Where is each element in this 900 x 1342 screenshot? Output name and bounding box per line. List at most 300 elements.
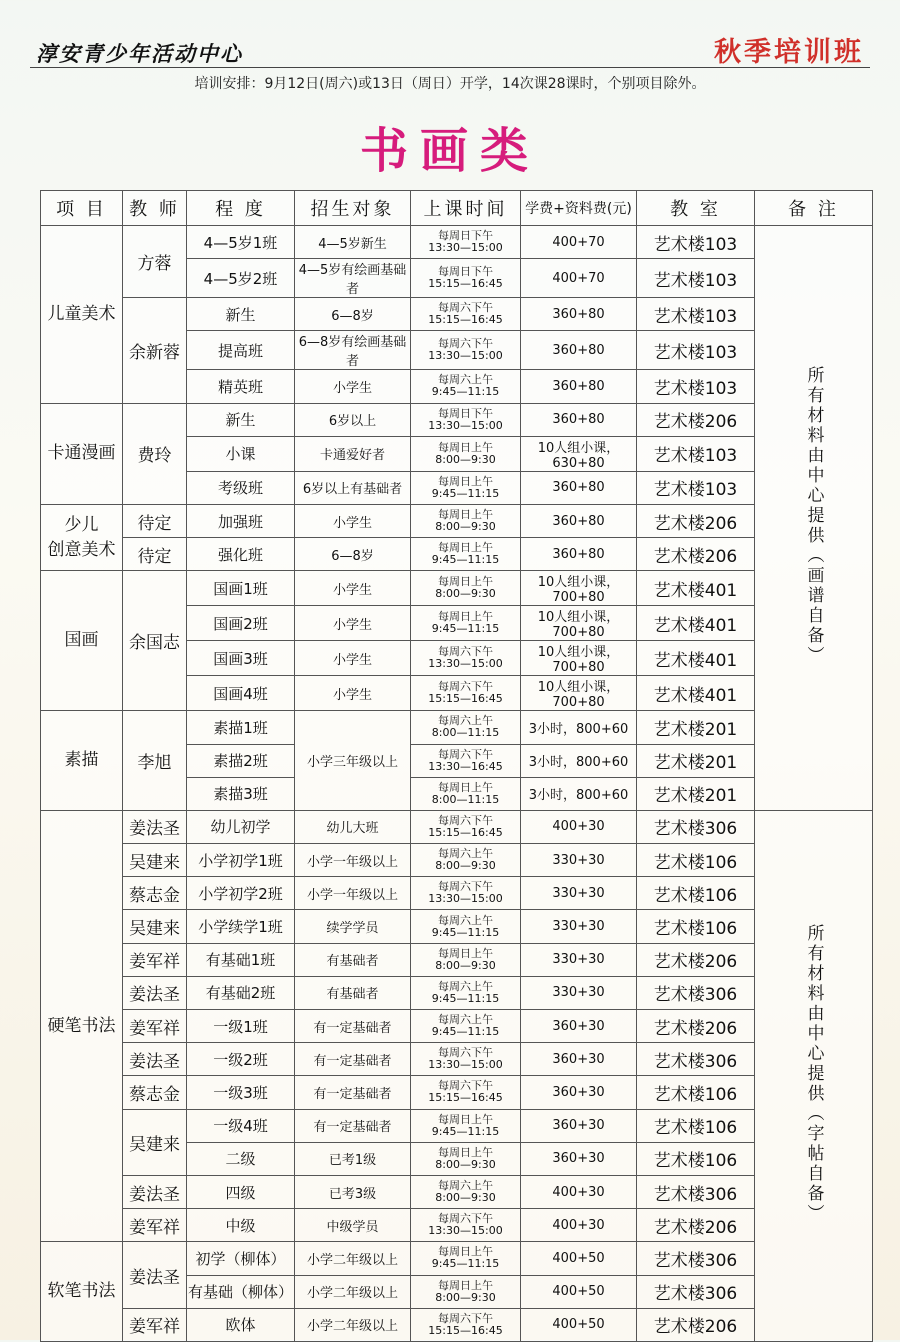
time-line: 13:30—16:45 (428, 759, 503, 773)
level-cell: 二级 (187, 1142, 295, 1175)
time-cell (411, 711, 521, 744)
level-cell: 国画4班 (187, 676, 295, 711)
room-cell: 艺术楼201 (637, 777, 755, 810)
level-cell: 中级 (187, 1209, 295, 1242)
level-cell: 有基础（柳体） (187, 1275, 295, 1308)
time-line: 每周六下午 (438, 1311, 493, 1325)
fee-cell: 360+80 (521, 403, 637, 436)
level-cell: 提高班 (187, 331, 295, 370)
time-cell (411, 1043, 521, 1076)
time-cell (411, 538, 521, 571)
time-line: 9:45—11:15 (431, 385, 500, 399)
room-cell: 艺术楼306 (637, 1242, 755, 1275)
fee-cell: 400+70 (521, 259, 637, 298)
time-line: 8:00—9:30 (435, 1191, 496, 1205)
time-line: 每周日上午 (438, 474, 493, 488)
level-cell: 素描1班 (187, 711, 295, 744)
fee-cell: 330+30 (521, 844, 637, 877)
level-cell: 考级班 (187, 471, 295, 504)
remark-cell (755, 810, 873, 1341)
time-line: 13:30—15:00 (428, 1224, 503, 1238)
time-line: 15:15—16:45 (428, 692, 503, 706)
time-cell (411, 1242, 521, 1275)
time-line: 每周日下午 (438, 229, 493, 243)
time-line: 13:30—15:00 (428, 349, 503, 363)
fee-cell: 400+30 (521, 1209, 637, 1242)
teacher-cell: 方蓉 (123, 226, 187, 298)
time-cell (411, 1076, 521, 1109)
time-line: 每周日上午 (438, 780, 493, 794)
time-cell (411, 471, 521, 504)
teacher-cell: 姜军祥 (123, 1209, 187, 1242)
time-cell (411, 259, 521, 298)
column-header: 教 师 (123, 191, 187, 226)
room-cell: 艺术楼306 (637, 976, 755, 1009)
time-cell (411, 571, 521, 606)
fee-cell: 400+30 (521, 810, 637, 843)
teacher-cell: 李旭 (123, 711, 187, 811)
level-cell: 一级2班 (187, 1043, 295, 1076)
time-cell (411, 976, 521, 1009)
time-line: 9:45—11:15 (431, 553, 500, 567)
target-cell: 已考1级 (295, 1142, 411, 1175)
target-cell: 小学二年级以上 (295, 1242, 411, 1275)
target-cell: 6—8岁 (295, 538, 411, 571)
fee-cell: 360+80 (521, 504, 637, 537)
room-cell: 艺术楼103 (637, 370, 755, 403)
time-line: 13:30—15:00 (428, 418, 503, 432)
table-row (41, 1242, 873, 1275)
time-line: 每周日上午 (438, 1145, 493, 1159)
fee-cell: 330+30 (521, 943, 637, 976)
level-cell: 四级 (187, 1175, 295, 1208)
time-line: 每周六上午 (438, 979, 493, 993)
room-cell: 艺术楼103 (637, 226, 755, 259)
time-line: 8:00—11:15 (431, 726, 500, 740)
time-line: 每周六下午 (438, 1046, 493, 1060)
table-row (41, 298, 873, 331)
category-cell: 卡通漫画 (41, 403, 123, 504)
category-cell: 国画 (41, 571, 123, 711)
time-cell (411, 370, 521, 403)
fee-cell: 400+50 (521, 1308, 637, 1341)
time-line: 8:00—9:30 (435, 452, 496, 466)
teacher-cell: 余新蓉 (123, 298, 187, 403)
time-line: 15:15—16:45 (428, 277, 503, 291)
time-line: 每周日上午 (438, 541, 493, 555)
table-row (41, 711, 873, 744)
time-line: 每周日上午 (438, 1112, 493, 1126)
time-cell (411, 403, 521, 436)
teacher-cell: 姜法圣 (123, 1242, 187, 1308)
category-cell (41, 504, 123, 570)
table-row (41, 877, 873, 910)
time-cell (411, 910, 521, 943)
time-line: 每周六上午 (438, 1013, 493, 1027)
room-cell: 艺术楼306 (637, 1275, 755, 1308)
target-cell: 小学生 (295, 606, 411, 641)
room-cell: 艺术楼401 (637, 571, 755, 606)
target-cell: 小学一年级以上 (295, 844, 411, 877)
target-cell: 有一定基础者 (295, 1010, 411, 1043)
time-cell (411, 226, 521, 259)
time-line: 每周日上午 (438, 440, 493, 454)
time-cell (411, 1308, 521, 1341)
fee-cell: 330+30 (521, 976, 637, 1009)
column-header: 程 度 (187, 191, 295, 226)
target-cell: 小学生 (295, 641, 411, 676)
target-cell: 6岁以上 (295, 403, 411, 436)
room-cell: 艺术楼401 (637, 606, 755, 641)
time-line: 每周日上午 (438, 610, 493, 624)
time-cell (411, 436, 521, 471)
time-cell (411, 1109, 521, 1142)
room-cell: 艺术楼306 (637, 810, 755, 843)
column-header: 招生对象 (295, 191, 411, 226)
time-cell (411, 331, 521, 370)
column-header: 项 目 (41, 191, 123, 226)
time-line: 每周六上午 (438, 373, 493, 387)
table-row (41, 504, 873, 537)
fee-cell: 10人组小课，630+80 (521, 436, 637, 471)
level-cell: 小学初学2班 (187, 877, 295, 910)
fee-cell: 3小时，800+60 (521, 744, 637, 777)
table-row (41, 1308, 873, 1341)
time-line: 13:30—15:00 (428, 657, 503, 671)
target-cell: 6—8岁有绘画基础者 (295, 331, 411, 370)
time-cell (411, 298, 521, 331)
fee-cell: 360+80 (521, 538, 637, 571)
room-cell: 艺术楼206 (637, 1010, 755, 1043)
teacher-cell: 余国志 (123, 571, 187, 711)
time-line: 15:15—16:45 (428, 825, 503, 839)
level-cell: 4—5岁1班 (187, 226, 295, 259)
fee-cell: 400+70 (521, 226, 637, 259)
level-cell: 强化班 (187, 538, 295, 571)
category-cell: 软笔书法 (41, 1242, 123, 1342)
target-cell: 卡通爱好者 (295, 436, 411, 471)
room-cell: 艺术楼103 (637, 331, 755, 370)
level-cell: 一级3班 (187, 1076, 295, 1109)
room-cell: 艺术楼206 (637, 504, 755, 537)
column-header: 教 室 (637, 191, 755, 226)
time-line: 8:00—11:15 (431, 792, 500, 806)
target-cell: 小学二年级以上 (295, 1308, 411, 1341)
time-line: 每周日上午 (438, 575, 493, 589)
target-cell: 6—8岁 (295, 298, 411, 331)
time-line: 8:00—9:30 (435, 958, 496, 972)
teacher-cell: 姜法圣 (123, 810, 187, 843)
target-cell: 有基础者 (295, 976, 411, 1009)
time-line: 9:45—11:15 (431, 1025, 500, 1039)
teacher-cell: 姜军祥 (123, 943, 187, 976)
fee-cell: 3小时，800+60 (521, 777, 637, 810)
table-row (41, 1175, 873, 1208)
remark-text: 所有材料由中心提供（画谱自备） (803, 365, 824, 666)
time-cell (411, 1175, 521, 1208)
target-cell: 小学二年级以上 (295, 1275, 411, 1308)
time-cell (411, 676, 521, 711)
time-line: 15:15—16:45 (428, 1323, 503, 1337)
level-cell: 有基础2班 (187, 976, 295, 1009)
time-line: 13:30—15:00 (428, 892, 503, 906)
time-line: 每周日上午 (438, 946, 493, 960)
time-line: 每周六下午 (438, 645, 493, 659)
level-cell: 加强班 (187, 504, 295, 537)
fee-cell: 360+80 (521, 471, 637, 504)
target-cell: 6岁以上有基础者 (295, 471, 411, 504)
target-cell: 中级学员 (295, 1209, 411, 1242)
time-line: 8:00—9:30 (435, 859, 496, 873)
teacher-cell: 待定 (123, 538, 187, 571)
time-cell (411, 877, 521, 910)
room-cell: 艺术楼106 (637, 910, 755, 943)
target-cell: 有一定基础者 (295, 1043, 411, 1076)
time-line: 每周六下午 (438, 301, 493, 315)
room-cell: 艺术楼306 (637, 1043, 755, 1076)
room-cell: 艺术楼206 (637, 943, 755, 976)
fee-cell: 360+80 (521, 298, 637, 331)
time-line: 8:00—9:30 (435, 520, 496, 534)
teacher-cell: 姜军祥 (123, 1010, 187, 1043)
time-line: 每周日上午 (438, 1278, 493, 1292)
teacher-cell: 姜法圣 (123, 1175, 187, 1208)
level-cell: 素描2班 (187, 744, 295, 777)
target-cell: 4—5岁新生 (295, 226, 411, 259)
fee-cell: 400+30 (521, 1175, 637, 1208)
teacher-cell: 吴建来 (123, 910, 187, 943)
teacher-cell: 待定 (123, 504, 187, 537)
fee-cell: 400+50 (521, 1275, 637, 1308)
fee-cell: 330+30 (521, 877, 637, 910)
room-cell: 艺术楼206 (637, 1308, 755, 1341)
room-cell: 艺术楼106 (637, 1109, 755, 1142)
time-line: 每周六上午 (438, 714, 493, 728)
room-cell: 艺术楼401 (637, 641, 755, 676)
room-cell: 艺术楼401 (637, 676, 755, 711)
level-cell: 国画2班 (187, 606, 295, 641)
table-row (41, 976, 873, 1009)
page-title: 书画类 (359, 123, 540, 179)
fee-cell: 330+30 (521, 910, 637, 943)
column-header: 学费+资料费(元) (521, 191, 637, 226)
category-cell: 儿童美术 (41, 226, 123, 404)
fee-cell: 10人组小课，700+80 (521, 676, 637, 711)
time-cell (411, 606, 521, 641)
time-line: 每周六下午 (438, 813, 493, 827)
time-line: 9:45—11:15 (431, 991, 500, 1005)
room-cell: 艺术楼103 (637, 298, 755, 331)
fee-cell: 360+30 (521, 1076, 637, 1109)
time-line: 每周六上午 (438, 1179, 493, 1193)
fee-cell: 3小时，800+60 (521, 711, 637, 744)
room-cell: 艺术楼103 (637, 471, 755, 504)
level-cell: 欧体 (187, 1308, 295, 1341)
time-cell (411, 1209, 521, 1242)
fee-cell: 360+30 (521, 1010, 637, 1043)
target-cell: 有基础者 (295, 943, 411, 976)
remark-text: 所有材料由中心提供（字帖自备） (803, 923, 824, 1224)
season-label: 秋季培训班 (714, 37, 864, 68)
column-header: 上课时间 (411, 191, 521, 226)
category-cell: 硬笔书法 (41, 810, 123, 1241)
room-cell: 艺术楼103 (637, 436, 755, 471)
time-line: 8:00—9:30 (435, 587, 496, 601)
time-line: 13:30—15:00 (428, 1058, 503, 1072)
fee-cell: 10人组小课，700+80 (521, 641, 637, 676)
time-line: 每周日上午 (438, 1245, 493, 1259)
level-cell: 小课 (187, 436, 295, 471)
level-cell: 小学初学1班 (187, 844, 295, 877)
room-cell: 艺术楼103 (637, 259, 755, 298)
fee-cell: 400+50 (521, 1242, 637, 1275)
time-cell (411, 744, 521, 777)
table-row (41, 1043, 873, 1076)
time-cell (411, 1010, 521, 1043)
target-cell: 小学三年级以上 (295, 711, 411, 811)
fee-cell: 10人组小课，700+80 (521, 571, 637, 606)
fee-cell: 360+30 (521, 1043, 637, 1076)
time-line: 每周六下午 (438, 337, 493, 351)
teacher-cell: 蔡志金 (123, 1076, 187, 1109)
room-cell: 艺术楼306 (637, 1175, 755, 1208)
time-line: 9:45—11:15 (431, 925, 500, 939)
target-cell: 4—5岁有绘画基础者 (295, 259, 411, 298)
target-cell: 小学一年级以上 (295, 877, 411, 910)
time-line: 每周六下午 (438, 1079, 493, 1093)
level-cell: 幼儿初学 (187, 810, 295, 843)
teacher-cell: 费玲 (123, 403, 187, 504)
time-cell (411, 810, 521, 843)
teacher-cell: 姜法圣 (123, 976, 187, 1009)
column-header: 备 注 (755, 191, 873, 226)
time-line: 每周六下午 (438, 747, 493, 761)
level-cell: 初学（柳体） (187, 1242, 295, 1275)
table-row (41, 943, 873, 976)
table-row (41, 1076, 873, 1109)
fee-cell: 360+30 (521, 1109, 637, 1142)
table-row (41, 810, 873, 843)
target-cell: 小学生 (295, 571, 411, 606)
table-row (41, 1209, 873, 1242)
fee-cell: 10人组小课，700+80 (521, 606, 637, 641)
target-cell: 有一定基础者 (295, 1076, 411, 1109)
page-header (0, 0, 900, 70)
room-cell: 艺术楼106 (637, 1076, 755, 1109)
target-cell: 小学生 (295, 504, 411, 537)
teacher-cell: 吴建来 (123, 844, 187, 877)
level-cell: 有基础1班 (187, 943, 295, 976)
time-line: 9:45—11:15 (431, 486, 500, 500)
target-cell: 小学生 (295, 676, 411, 711)
level-cell: 一级1班 (187, 1010, 295, 1043)
room-cell: 艺术楼106 (637, 877, 755, 910)
fee-cell: 360+80 (521, 370, 637, 403)
room-cell: 艺术楼106 (637, 844, 755, 877)
table-row (41, 1010, 873, 1043)
category-name-line: 少儿 (64, 514, 99, 535)
table-body (41, 226, 873, 1342)
time-line: 15:15—16:45 (428, 313, 503, 327)
category-name-line: 创意美术 (47, 539, 116, 560)
level-cell: 国画1班 (187, 571, 295, 606)
time-cell (411, 1275, 521, 1308)
level-cell: 精英班 (187, 370, 295, 403)
target-cell: 小学生 (295, 370, 411, 403)
target-cell: 有一定基础者 (295, 1109, 411, 1142)
time-cell (411, 504, 521, 537)
level-cell: 国画3班 (187, 641, 295, 676)
table-row (41, 1109, 873, 1142)
time-line: 每周六上午 (438, 913, 493, 927)
header-divider (30, 67, 870, 68)
time-cell (411, 777, 521, 810)
level-cell: 小学续学1班 (187, 910, 295, 943)
room-cell: 艺术楼206 (637, 538, 755, 571)
time-line: 9:45—11:15 (431, 1124, 500, 1138)
time-line: 每周六下午 (438, 880, 493, 894)
table-row (41, 403, 873, 436)
table-header-row (41, 191, 873, 226)
room-cell: 艺术楼201 (637, 744, 755, 777)
target-cell: 已考3级 (295, 1175, 411, 1208)
time-cell (411, 1142, 521, 1175)
table-row (41, 538, 873, 571)
teacher-cell: 吴建来 (123, 1109, 187, 1175)
table-row (41, 226, 873, 259)
time-line: 每周六下午 (438, 1212, 493, 1226)
level-cell: 一级4班 (187, 1109, 295, 1142)
target-cell: 续学学员 (295, 910, 411, 943)
table-row (41, 844, 873, 877)
room-cell: 艺术楼206 (637, 403, 755, 436)
time-line: 15:15—16:45 (428, 1091, 503, 1105)
time-line: 每周日上午 (438, 508, 493, 522)
teacher-cell: 蔡志金 (123, 877, 187, 910)
level-cell: 新生 (187, 298, 295, 331)
time-line: 8:00—9:30 (435, 1290, 496, 1304)
time-cell (411, 943, 521, 976)
table-row (41, 571, 873, 606)
level-cell: 4—5岁2班 (187, 259, 295, 298)
org-name: 淳安青少年活动中心 (36, 41, 243, 66)
remark-cell (755, 226, 873, 811)
room-cell: 艺术楼206 (637, 1209, 755, 1242)
time-cell (411, 641, 521, 676)
teacher-cell: 姜法圣 (123, 1043, 187, 1076)
course-table (40, 190, 873, 1342)
teacher-cell: 姜军祥 (123, 1308, 187, 1341)
fee-cell: 360+80 (521, 331, 637, 370)
time-cell (411, 844, 521, 877)
room-cell: 艺术楼201 (637, 711, 755, 744)
fee-cell: 360+30 (521, 1142, 637, 1175)
time-line: 每周日下午 (438, 406, 493, 420)
target-cell: 幼儿大班 (295, 810, 411, 843)
time-line: 13:30—15:00 (428, 241, 503, 255)
time-line: 每周六上午 (438, 847, 493, 861)
table-row (41, 910, 873, 943)
level-cell: 新生 (187, 403, 295, 436)
schedule-notice: 培训安排：9月12日(周六)或13日（周日）开学，14次课28课时，个别项目除外。 (194, 76, 706, 92)
room-cell: 艺术楼106 (637, 1142, 755, 1175)
time-line: 9:45—11:15 (431, 1257, 500, 1271)
time-line: 9:45—11:15 (431, 622, 500, 636)
level-cell: 素描3班 (187, 777, 295, 810)
time-line: 每周日下午 (438, 265, 493, 279)
category-cell: 素描 (41, 711, 123, 811)
time-line: 每周六下午 (438, 680, 493, 694)
